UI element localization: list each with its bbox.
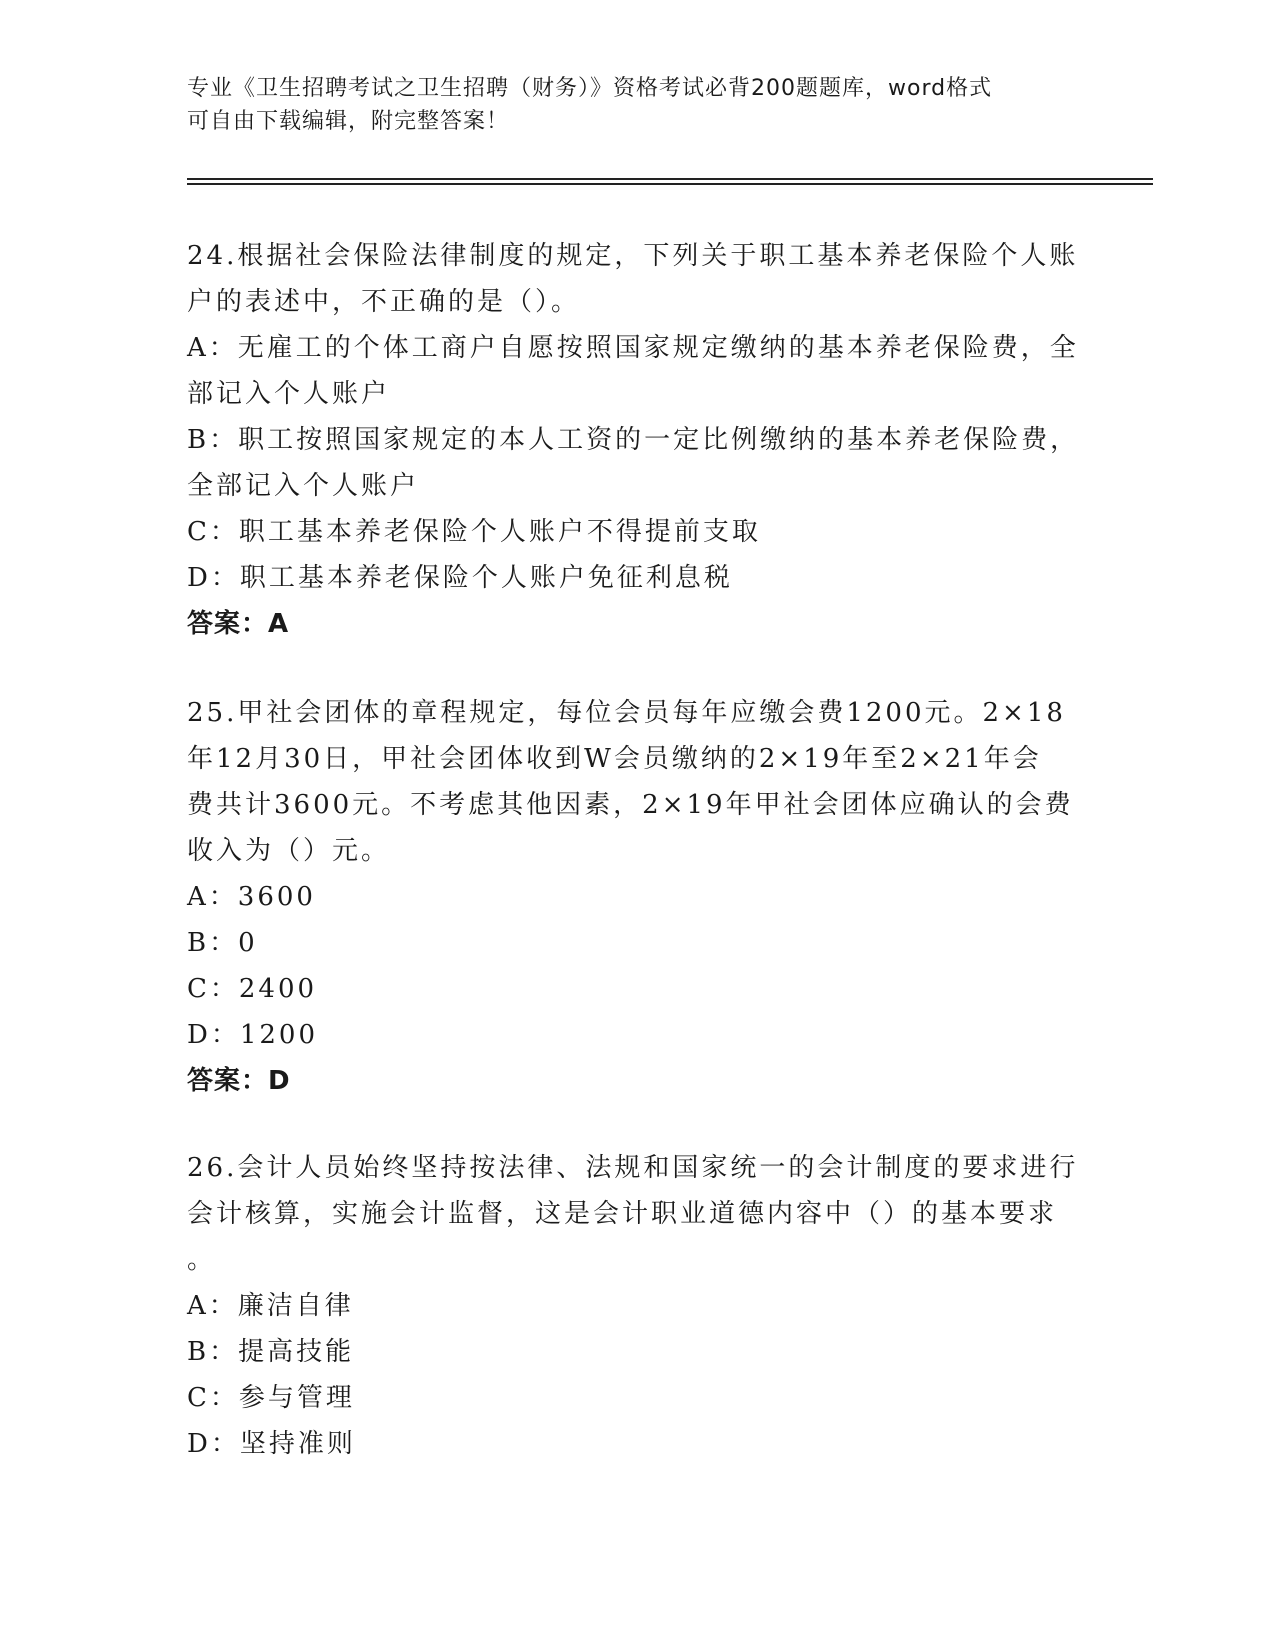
question-stem-line: 户的表述中，不正确的是（）。 (187, 287, 581, 317)
header-divider-bottom (187, 183, 1153, 185)
option-d: D：职工基本养老保险个人账户免征利息税 (187, 563, 733, 593)
answer-label: 答案：D (187, 1066, 291, 1096)
option-c: C：参与管理 (187, 1383, 355, 1413)
option-a: A：廉洁自律 (187, 1291, 354, 1321)
option-a: A：无雇工的个体工商户自愿按照国家规定缴纳的基本养老保险费，全 (187, 333, 1079, 363)
question-stem-line: 26.会计人员始终坚持按法律、法规和国家统一的会计制度的要求进行 (187, 1153, 1079, 1183)
document-header (187, 72, 1087, 138)
question-26 (187, 1145, 1087, 1467)
question-stem-line: 年12月30日，甲社会团体收到W会员缴纳的2×19年至2×21年会 (187, 744, 1042, 774)
question-stem-line: 24.根据社会保险法律制度的规定，下列关于职工基本养老保险个人账 (187, 241, 1079, 271)
option-b-continued: 全部记入个人账户 (187, 471, 420, 501)
question-stem-line: 25.甲社会团体的章程规定，每位会员每年应缴会费1200元。2×18 (187, 698, 1066, 728)
header-line-1: 专业《卫生招聘考试之卫生招聘（财务）》资格考试必背200题题库，word格式 (187, 76, 993, 101)
option-c: C：2400 (187, 974, 318, 1004)
question-stem-line: 收入为（）元。 (187, 836, 391, 866)
question-stem-line: 。 (187, 1245, 217, 1275)
option-c: C：职工基本养老保险个人账户不得提前支取 (187, 517, 761, 547)
question-stem-line: 会计核算，实施会计监督，这是会计职业道德内容中（）的基本要求 (187, 1199, 1058, 1229)
option-b: B：0 (187, 928, 258, 958)
header-line-2: 可自由下载编辑，附完整答案！ (187, 109, 510, 134)
option-a-continued: 部记入个人账户 (187, 379, 391, 409)
header-divider-top (187, 178, 1153, 180)
question-25 (187, 690, 1087, 1104)
option-a: A：3600 (187, 882, 316, 912)
question-24 (187, 233, 1087, 647)
answer-label: 答案：A (187, 609, 290, 639)
option-d: D：坚持准则 (187, 1429, 356, 1459)
option-d: D：1200 (187, 1020, 319, 1050)
question-stem-line: 费共计3600元。不考虑其他因素，2×19年甲社会团体应确认的会费 (187, 790, 1074, 820)
option-b: B：职工按照国家规定的本人工资的一定比例缴纳的基本养老保险费， (187, 425, 1080, 455)
option-b: B：提高技能 (187, 1337, 355, 1367)
